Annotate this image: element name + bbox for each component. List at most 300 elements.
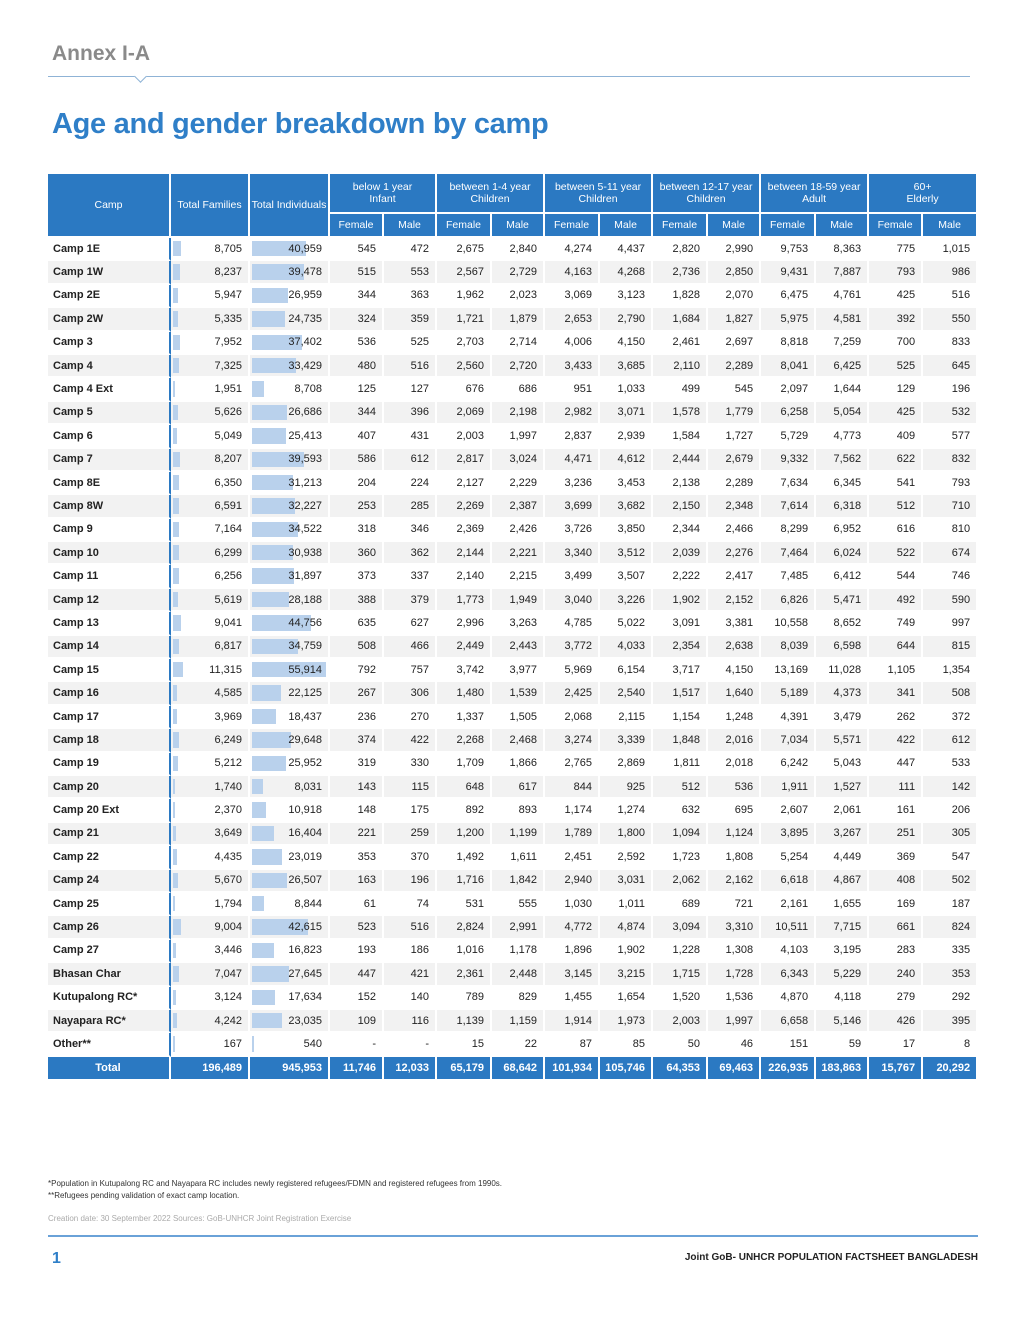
female-count-cell: 2,344 [653,519,708,542]
male-count-cell: 2,869 [600,753,653,776]
male-count-cell: 2,387 [492,495,545,518]
female-count-cell: 240 [869,963,923,986]
male-count-cell: 1,033 [600,378,653,401]
female-count-cell: 163 [330,870,384,893]
total-families-cell [171,893,250,916]
table-row [48,402,978,425]
total-value-cell: 65,179 [437,1057,492,1081]
male-count-cell: 3,685 [600,355,653,378]
male-count-cell: 6,952 [816,519,869,542]
male-count-cell: 545 [708,378,761,401]
total-individuals-cell [250,799,330,822]
female-count-cell: 3,040 [545,589,600,612]
families-bar [173,990,176,1005]
female-count-cell: 508 [330,636,384,659]
female-count-cell: 2,765 [545,753,600,776]
camp-name-cell: Camp 5 [48,402,171,425]
families-bar [173,335,180,350]
female-count-cell: 353 [330,846,384,869]
female-count-cell: 2,127 [437,472,492,495]
camp-name-cell: Camp 2W [48,308,171,331]
female-count-cell: 6,343 [761,963,816,986]
cell-value: 8,844 [294,897,322,910]
families-bar [173,452,180,467]
male-count-cell: 5,043 [816,753,869,776]
cell-value: 11,315 [209,663,242,676]
male-count-cell: 533 [923,753,978,776]
cell-value: 3,649 [214,827,242,840]
total-individuals-cell [250,893,330,916]
table-row [48,636,978,659]
male-count-cell: 224 [384,472,437,495]
table-row [48,659,978,682]
camp-name-cell: Camp 7 [48,449,171,472]
male-count-cell: 516 [384,355,437,378]
female-count-cell: 1,715 [653,963,708,986]
table-row [48,893,978,916]
camp-name-cell: Camp 1W [48,261,171,284]
families-bar [173,428,177,443]
male-count-cell: 4,867 [816,870,869,893]
male-count-cell: 516 [923,285,978,308]
male-count-cell: 2,162 [708,870,761,893]
male-count-cell: 1,997 [708,1010,761,1033]
total-individuals-cell [250,636,330,659]
female-count-cell: 541 [869,472,923,495]
total-families-cell [171,565,250,588]
cell-value: 540 [303,1037,322,1050]
total-families-cell [171,1033,250,1056]
female-count-cell: 3,772 [545,636,600,659]
female-count-cell: 2,062 [653,870,708,893]
male-count-cell: 1,536 [708,987,761,1010]
total-families-cell [171,963,250,986]
male-count-cell: 2,468 [492,729,545,752]
male-count-cell: 370 [384,846,437,869]
male-count-cell: 2,592 [600,846,653,869]
table-row [48,332,978,355]
female-count-cell: 515 [330,261,384,284]
families-bar [173,498,179,513]
female-count-cell: 151 [761,1033,816,1056]
header-group-12-17: between 12-17 year Children [653,174,761,214]
male-count-cell: 2,215 [492,565,545,588]
families-bar [173,381,175,396]
total-families-cell [171,682,250,705]
cell-value: 40,959 [288,242,322,255]
female-count-cell: 1,228 [653,940,708,963]
female-count-cell: 749 [869,612,923,635]
table-row [48,916,978,939]
male-count-cell: 550 [923,308,978,331]
cell-value: 30,938 [288,546,322,559]
male-count-cell: 686 [492,378,545,401]
table-row [48,870,978,893]
camp-name-cell: Other** [48,1033,171,1056]
female-count-cell: 2,820 [653,238,708,261]
header-group-5-11: between 5-11 year Children [545,174,653,214]
header-female: Female [545,214,600,238]
female-count-cell: 125 [330,378,384,401]
families-bar [173,405,178,420]
header-camp: Camp [48,174,171,238]
male-count-cell: 4,449 [816,846,869,869]
female-count-cell: 1,709 [437,753,492,776]
male-count-cell: 1,015 [923,238,978,261]
female-count-cell: 8,299 [761,519,816,542]
male-count-cell: 3,479 [816,706,869,729]
male-count-cell: 335 [923,940,978,963]
male-count-cell: 3,339 [600,729,653,752]
female-count-cell: 2,069 [437,402,492,425]
female-count-cell: 262 [869,706,923,729]
header-male: Male [384,214,437,238]
cell-value: 55,914 [288,663,322,676]
cell-value: 5,947 [214,289,242,302]
male-count-cell: 2,697 [708,332,761,355]
male-count-cell: 2,466 [708,519,761,542]
female-count-cell: 1,828 [653,285,708,308]
male-count-cell: 986 [923,261,978,284]
male-count-cell: 793 [923,472,978,495]
total-individuals-cell [250,495,330,518]
female-count-cell: 4,471 [545,449,600,472]
cell-value: 31,897 [288,570,322,583]
table-row [48,355,978,378]
female-count-cell: 2,097 [761,378,816,401]
female-count-cell: 676 [437,378,492,401]
male-count-cell: 1,800 [600,823,653,846]
male-count-cell: 5,054 [816,402,869,425]
male-count-cell: 1,879 [492,308,545,331]
female-count-cell: 5,975 [761,308,816,331]
male-count-cell: 645 [923,355,978,378]
total-individuals-cell [250,378,330,401]
female-count-cell: 1,914 [545,1010,600,1033]
male-count-cell: 2,540 [600,682,653,705]
male-count-cell: 757 [384,659,437,682]
total-families-cell [171,261,250,284]
total-value-cell: 68,642 [492,1057,545,1081]
female-count-cell: 2,675 [437,238,492,261]
female-count-cell: 422 [869,729,923,752]
cell-value: 22,125 [288,687,322,700]
male-count-cell: 2,426 [492,519,545,542]
header-female: Female [869,214,923,238]
individuals-bar [252,428,286,443]
male-count-cell: 1,654 [600,987,653,1010]
cell-value: 5,670 [214,874,242,887]
male-count-cell: 1,973 [600,1010,653,1033]
female-count-cell: 635 [330,612,384,635]
female-count-cell: 344 [330,285,384,308]
male-count-cell: 8 [923,1033,978,1056]
female-count-cell: 4,274 [545,238,600,261]
female-count-cell: 644 [869,636,923,659]
page-title: Age and gender breakdown by camp [52,108,549,140]
male-count-cell: 553 [384,261,437,284]
total-value-cell: 226,935 [761,1057,816,1081]
camp-name-cell: Camp 25 [48,893,171,916]
camp-name-cell: Camp 4 Ext [48,378,171,401]
male-count-cell: 815 [923,636,978,659]
male-count-cell: 196 [923,378,978,401]
families-bar [173,732,179,747]
male-count-cell: 3,310 [708,916,761,939]
male-count-cell: 2,714 [492,332,545,355]
female-count-cell: 374 [330,729,384,752]
female-count-cell: 251 [869,823,923,846]
camp-name-cell: Camp 27 [48,940,171,963]
female-count-cell: 148 [330,799,384,822]
female-count-cell: 2,982 [545,402,600,425]
individuals-bar [252,802,266,817]
female-count-cell: 544 [869,565,923,588]
male-count-cell: 466 [384,636,437,659]
cell-value: 8,031 [294,780,322,793]
male-count-cell: 832 [923,449,978,472]
male-count-cell: 259 [384,823,437,846]
female-count-cell: 8,041 [761,355,816,378]
individuals-bar [252,966,289,981]
camp-name-cell: Camp 15 [48,659,171,682]
male-count-cell: 721 [708,893,761,916]
male-count-cell: 292 [923,987,978,1010]
individuals-bar [252,709,276,724]
female-count-cell: 409 [869,425,923,448]
camp-name-cell: Camp 17 [48,706,171,729]
female-count-cell: 522 [869,542,923,565]
families-bar [173,919,181,934]
male-count-cell: 2,018 [708,753,761,776]
table-row [48,799,978,822]
total-individuals-cell [250,449,330,472]
cell-value: 6,299 [214,546,242,559]
table-row [48,1010,978,1033]
families-bar [173,1013,177,1028]
male-count-cell: 362 [384,542,437,565]
male-count-cell: 305 [923,823,978,846]
male-count-cell: 6,318 [816,495,869,518]
female-count-cell: 616 [869,519,923,542]
cell-value: 27,645 [288,967,322,980]
camp-name-cell: Camp 8E [48,472,171,495]
male-count-cell: 627 [384,612,437,635]
individuals-bar [252,311,285,326]
male-count-cell: 612 [384,449,437,472]
male-count-cell: 4,874 [600,916,653,939]
header-male: Male [923,214,978,238]
male-count-cell: 2,443 [492,636,545,659]
camp-name-cell: Camp 14 [48,636,171,659]
male-count-cell: 577 [923,425,978,448]
male-count-cell: 4,761 [816,285,869,308]
families-bar [173,966,179,981]
cell-value: 8,708 [294,383,322,396]
individuals-bar [252,405,287,420]
camp-name-cell: Camp 20 [48,776,171,799]
annex-divider-notch [134,70,147,83]
female-count-cell: 109 [330,1010,384,1033]
total-families-cell [171,846,250,869]
cell-value: 16,823 [288,944,322,957]
families-bar [173,662,183,677]
male-count-cell: 3,071 [600,402,653,425]
male-count-cell: 2,939 [600,425,653,448]
total-individuals-cell [250,565,330,588]
cell-value: 44,756 [288,616,322,629]
total-families-cell [171,799,250,822]
cell-value: 6,350 [214,476,242,489]
female-count-cell: 1,911 [761,776,816,799]
male-count-cell: 1,827 [708,308,761,331]
male-count-cell: 5,146 [816,1010,869,1033]
table-row [48,753,978,776]
male-count-cell: 6,024 [816,542,869,565]
total-families-cell [171,706,250,729]
female-count-cell: 388 [330,589,384,612]
camp-name-cell: Camp 1E [48,238,171,261]
female-count-cell: 324 [330,308,384,331]
total-families-cell [171,823,250,846]
male-count-cell: 1,866 [492,753,545,776]
female-count-cell: 87 [545,1033,600,1056]
cell-value: 2,370 [214,804,242,817]
female-count-cell: 2,361 [437,963,492,986]
families-bar [173,615,181,630]
cell-value: 25,413 [288,429,322,442]
families-bar [173,709,177,724]
male-count-cell: 833 [923,332,978,355]
total-value-cell: 183,863 [816,1057,869,1081]
header-female: Female [437,214,492,238]
cell-value: 26,507 [288,874,322,887]
female-count-cell: 2,039 [653,542,708,565]
total-label-cell: Total [48,1057,171,1081]
female-count-cell: 1,811 [653,753,708,776]
total-families-cell [171,542,250,565]
female-count-cell: 7,464 [761,542,816,565]
cell-value: 8,237 [214,266,242,279]
female-count-cell: 1,962 [437,285,492,308]
male-count-cell: 346 [384,519,437,542]
female-count-cell: 1,773 [437,589,492,612]
cell-value: 10,918 [288,804,322,817]
camp-name-cell: Camp 9 [48,519,171,542]
total-individuals-cell [250,987,330,1010]
male-count-cell: 2,348 [708,495,761,518]
male-count-cell: 270 [384,706,437,729]
camp-name-cell: Camp 12 [48,589,171,612]
table-row [48,682,978,705]
male-count-cell: 4,150 [600,332,653,355]
cell-value: 3,124 [214,991,242,1004]
male-count-cell: 536 [708,776,761,799]
male-count-cell: 502 [923,870,978,893]
female-count-cell: 15 [437,1033,492,1056]
female-count-cell: 111 [869,776,923,799]
male-count-cell: 4,437 [600,238,653,261]
total-individuals-cell [250,753,330,776]
male-count-cell: 6,154 [600,659,653,682]
male-count-cell: 353 [923,963,978,986]
header-group-1-4: between 1-4 year Children [437,174,545,214]
families-bar [173,522,179,537]
female-count-cell: 10,511 [761,916,816,939]
total-families-cell [171,987,250,1010]
male-count-cell: 4,268 [600,261,653,284]
total-individuals-cell [250,472,330,495]
cell-value: 5,212 [214,757,242,770]
male-count-cell: 7,259 [816,332,869,355]
female-count-cell: 1,789 [545,823,600,846]
female-count-cell: 492 [869,589,923,612]
table-row [48,261,978,284]
female-count-cell: 7,634 [761,472,816,495]
male-count-cell: 1,505 [492,706,545,729]
total-individuals-cell [250,308,330,331]
cell-value: 31,213 [288,476,322,489]
male-count-cell: 431 [384,425,437,448]
female-count-cell: 3,726 [545,519,600,542]
female-count-cell: 2,736 [653,261,708,284]
families-bar [173,685,177,700]
camp-name-cell: Camp 22 [48,846,171,869]
female-count-cell: 3,274 [545,729,600,752]
male-count-cell: 4,581 [816,308,869,331]
table-row [48,706,978,729]
male-count-cell: 115 [384,776,437,799]
annex-label: Annex I-A [52,42,151,65]
female-count-cell: 2,996 [437,612,492,635]
table-row [48,963,978,986]
total-value-cell: 945,953 [250,1057,330,1081]
total-value-cell: 105,746 [600,1057,653,1081]
cell-value: 1,794 [214,897,242,910]
total-individuals-cell [250,261,330,284]
cell-value: 5,049 [214,429,242,442]
male-count-cell: 2,850 [708,261,761,284]
cell-value: 9,041 [214,616,242,629]
total-families-cell [171,402,250,425]
male-count-cell: 1,199 [492,823,545,846]
male-count-cell: 1,611 [492,846,545,869]
female-count-cell: 5,254 [761,846,816,869]
female-count-cell: 407 [330,425,384,448]
families-bar [173,1036,175,1051]
female-count-cell: 2,354 [653,636,708,659]
female-count-cell: 1,016 [437,940,492,963]
total-individuals-cell [250,846,330,869]
female-count-cell: 4,870 [761,987,816,1010]
female-count-cell: 1,896 [545,940,600,963]
male-count-cell: 710 [923,495,978,518]
camp-name-cell: Camp 6 [48,425,171,448]
female-count-cell: 775 [869,238,923,261]
header-female: Female [330,214,384,238]
female-count-cell: 2,607 [761,799,816,822]
female-count-cell: 2,817 [437,449,492,472]
female-count-cell: 789 [437,987,492,1010]
total-families-cell [171,916,250,939]
male-count-cell: 2,720 [492,355,545,378]
cell-value: 8,207 [214,453,242,466]
female-count-cell: 2,003 [653,1010,708,1033]
female-count-cell: 3,145 [545,963,600,986]
female-count-cell: 951 [545,378,600,401]
cell-value: 6,817 [214,640,242,653]
female-count-cell: 4,103 [761,940,816,963]
